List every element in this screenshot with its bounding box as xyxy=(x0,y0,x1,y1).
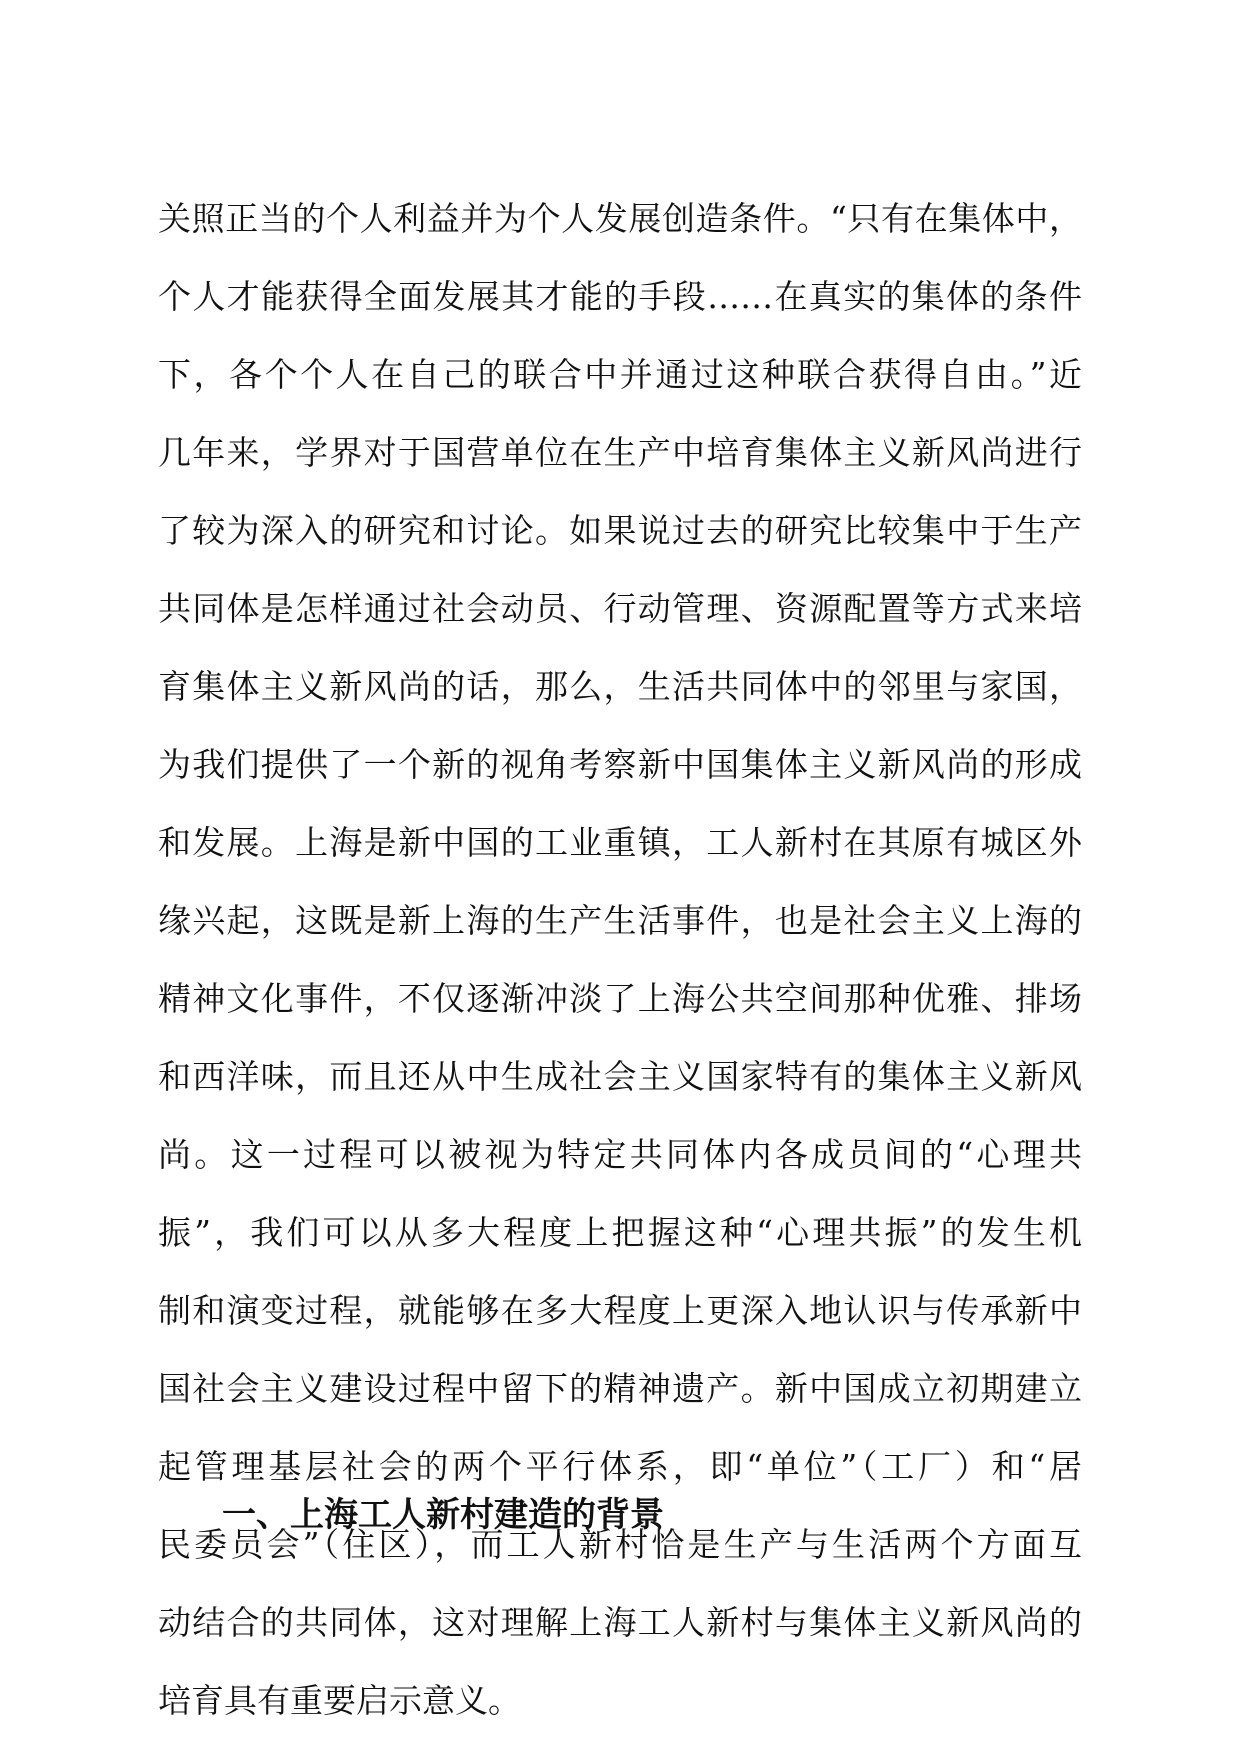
paragraph-line: 几年来，学界对于国营单位在生产中培育集体主义新风尚进行 xyxy=(158,433,1082,472)
paragraph-line: 尚。这一过程可以被视为特定共同体内各成员间的“心理共 xyxy=(158,1135,1082,1174)
paragraph-line: 精神文化事件，不仅逐渐冲淡了上海公共空间那种优雅、排场 xyxy=(158,979,1082,1018)
paragraph-line: 个人才能获得全面发展其才能的手段……在真实的集体的条件 xyxy=(158,277,1082,316)
paragraph-line: 共同体是怎样通过社会动员、行动管理、资源配置等方式来培 xyxy=(158,589,1082,628)
section-heading: 一、上海工人新村建造的背景 xyxy=(222,1495,664,1535)
paragraph-line: 动结合的共同体，这对理解上海工人新村与集体主义新风尚的 xyxy=(158,1603,1082,1642)
paragraph-line: 起管理基层社会的两个平行体系，即“单位”（工厂）和“居 xyxy=(158,1447,1082,1486)
paragraph-line: 育集体主义新风尚的话，那么，生活共同体中的邻里与家国， xyxy=(158,667,1082,706)
paragraph-line: 国社会主义建设过程中留下的精神遗产。新中国成立初期建立 xyxy=(158,1369,1082,1408)
paragraph-line: 和发展。上海是新中国的工业重镇，工人新村在其原有城区外 xyxy=(158,823,1082,862)
paragraph-line: 民委员会”（住区），而工人新村恰是生产与生活两个方面互 xyxy=(158,1525,1082,1564)
paragraph-line: 培育具有重要启示意义。 xyxy=(158,1681,521,1720)
paragraph-line: 为我们提供了一个新的视角考察新中国集体主义新风尚的形成 xyxy=(158,745,1082,784)
paragraph-line: 制和演变过程，就能够在多大程度上更深入地认识与传承新中 xyxy=(158,1291,1082,1330)
paragraph-line: 和西洋味，而且还从中生成社会主义国家特有的集体主义新风 xyxy=(158,1057,1082,1096)
paragraph-line: 关照正当的个人利益并为个人发展创造条件。“只有在集体中， xyxy=(158,199,1082,238)
paragraph-line: 下，各个个人在自己的联合中并通过这种联合获得自由。”近 xyxy=(158,355,1082,394)
paragraph-line: 缘兴起，这既是新上海的生产生活事件，也是社会主义上海的 xyxy=(158,901,1082,940)
paragraph-line: 振”，我们可以从多大程度上把握这种“心理共振”的发生机 xyxy=(158,1213,1082,1252)
paragraph-line: 了较为深入的研究和讨论。如果说过去的研究比较集中于生产 xyxy=(158,511,1082,550)
